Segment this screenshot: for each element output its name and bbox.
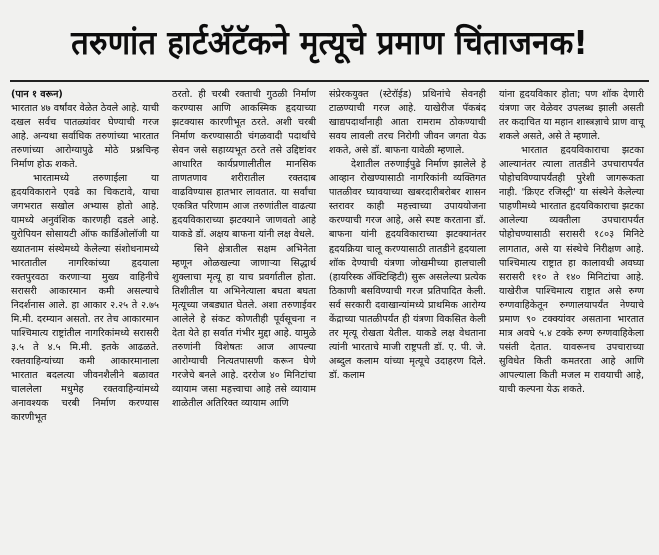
paragraph: भारतात हृदयविकाराचा झटका आल्यानंतर त्याला तातडीने उपचारापर्यंत पोहोचविण्यापर्यंतही पुरेशी जागरूकता नाही. 'क्रिएट रजिस्ट्री' या संस्थेने केलेल्या पाहणीमध्ये भारतात हृदयविकाराचा झटका आलेल्या व्यक्तीला उपचारापर्यंत पोहोचण्यासाठी सरासरी १८०३ मिनिटे लागतात, असे या संस्थेचे निरीक्षण आहे. पाश्चिमात्य राष्ट्रात हा कालावधी अवघ्या सरासरी ११० ते १४० मिनिटांचा आहे. याखेरीज पाश्चिमात्य राष्ट्रात असे रुग्ण रुग्णवाहिकेतून रुग्णालयापर्यंत नेण्याचे प्रमाण ९० टक्क्यांवर असताना भारतात मात्र अवघे ५.४ टक्के रुग्ण रुग्णवाहिकेला पसंती देतात. यावरूनच उपचाराच्या सुविधेत किती कमतरता आहे आणि आपल्याला किती मजल म रावयाची आहे, याची कल्पना येऊ शकते. <box>499 145 644 395</box>
paragraph: भारतात ४७ वर्षांवर वेळेत ठेवले आहे. याची दखल सर्वच पातळ्यांवर घेण्याची गरज आहे. अन्यथा सर्वाधिक तरुणांच्या भारतात तरुणांच्या आरोग्यापुढे मोठे प्रश्नचिन्ह निर्माण होऊ शकते. <box>11 103 159 171</box>
paragraph: यांना हृदयविकार होता; पण शॉक देणारी यंत्रणा जर वेळेवर उपलब्ध झाली असती तर कदाचित या महान शास्त्रज्ञाचे प्राण वाचू शकले असते, असे ते म्हणाले. <box>499 89 644 143</box>
paragraph: ठरतो. ही चरबी रक्ताची गुठळी निर्माण करण्यास आणि आकस्मिक हृदयाच्या झटक्यास कारणीभूत ठरते. अशी चरबी निर्माण करण्यासाठी चंगळवादी पदार्थांचे सेवन जसे सहाय्यभूत ठरते तसे उद्दिष्टांवर आधारित कार्यप्रणालीतील मानसिक ताणतणाव शरीरातील रक्तदाब वाढविण्यास हातभार लावतात. या सर्वांचा एकत्रित परिणाम आज तरुणांतील वाढत्या हृदयविकाराच्या झटक्याने जाणवतो आहे याकडे डॉ. अक्षय बाफना यांनी लक्ष वेधले. <box>172 89 316 241</box>
article-column-3 <box>323 88 493 550</box>
paragraph: भारतामध्ये तरुणाईला या हृदयविकाराने एवढे का चिकटावे, याचा जगभरात सखोल अभ्यास होतो आहे. यामध्ये अनुवंशिक कारणही दडले आहे. युरोपियन सोसायटी ऑफ कार्डिओलॉजी या ख्यातनाम संस्थेमध्ये केलेल्या संशोधनामध्ये भारतातील नागरिकांच्या हृदयाला रक्तपुरवठा करणाऱ्या मुख्य वाहिनीचे सरासरी आकारमान कमी असल्याचे निदर्शनास आले. हा आकार २.२५ ते २.७५ मि.मी. दरम्यान असतो. तर तेच आकारमान पाश्चिमात्य राष्ट्रांतील नागरिकांमध्ये सरासरी ३.५ ते ४.५ मि.मी. इतके आढळते. रक्तवाहिन्यांच्या कमी आकारमानाला भारतात बदलत्या जीवनशैलीने बळावत चाललेला मधुमेह रक्तवाहिन्यांमध्ये अनावश्यक चरबी निर्माण करण्यास कारणीभूत <box>11 173 159 424</box>
article-column-2 <box>166 88 323 550</box>
paragraph: देशातील तरुणाईपुढे निर्माण झालेले हे आव्हान रोखण्यासाठी नागरिकांनी व्यक्तिगत पातळीवर घ्यावयाच्या खबरदारीबरोबर शासन स्तरावर काही महत्त्वाच्या उपाययोजना करण्याची गरज आहे, असे स्पष्ट करताना डॉ. बाफना यांनी हृदयविकाराच्या झटक्यानंतर हृदयक्रिया चालू करण्यासाठी तातडीने हृदयाला शॉक देण्याची यंत्रणा जोखमीच्या हालचाली (हायरिस्क अ‍ॅक्टिव्हिटी) सुरू असलेल्या प्रत्येक ठिकाणी बसविण्याची गरज प्रतिपादित केली. सर्व सरकारी दवाखान्यांमध्ये प्राथमिक आरोग्य केंद्राच्या पातळीपर्यंत ही यंत्रणा विकसित केली तर मृत्यू रोखता येतील. याकडे लक्ष वेधताना त्यांनी भारताचे माजी राष्ट्रपती डॉ. ए. पी. जे. अब्दुल कलाम यांच्या मृत्यूचे उदाहरण दिले. डॉ. कलाम <box>329 159 486 381</box>
paragraph: संप्रेरकयुक्त (स्टेरॉईड) प्रथिनांचे सेवनही टाळण्याची गरज आहे. याखेरीज पॅकबंद खाद्यपदार्थांनाही आता रामराम ठोकण्याची सवय लावली तरच निरोगी जीवन जगता येऊ शकते, असे डॉ. बाफना यावेळी म्हणाले. <box>329 89 486 157</box>
paragraph: सिने क्षेत्रातील सक्षम अभिनेता म्हणून ओळखल्या जाणाऱ्या सिद्धार्थ शुक्लाचा मृत्यू हा याच प्रवर्गातील होता. तिशीतील या अभिनेत्याला बघता बघता मृत्यूच्या जबड्यात घेतले. अशा तरुणाईवर आलेले हे संकट कोणतीही पूर्वसूचना न देता येते हा सर्वात गंभीर मुद्दा आहे. यामुळे तरुणांनी विशेषतः आज आपल्या आरोग्याची नित्यतपासणी करून घेणे गरजेचे बनले आहे. दररोज ४० मिनिटांचा व्यायाम जसा महत्त्वाचा आहे तसे व्यायाम शाळेतील अतिरिक्त व्यायाम आणि <box>172 243 316 410</box>
article-body <box>11 88 651 550</box>
article-column-1 <box>11 88 166 550</box>
headline: तरुणांत हार्टअ‍ॅटॅकने मृत्यूचे प्रमाण चिंताजनक! <box>71 22 588 62</box>
headline-rule <box>10 80 649 82</box>
continued-label: (पान १ वरून) <box>11 89 63 100</box>
continued-label-line <box>11 88 159 102</box>
article-column-4 <box>493 88 651 550</box>
